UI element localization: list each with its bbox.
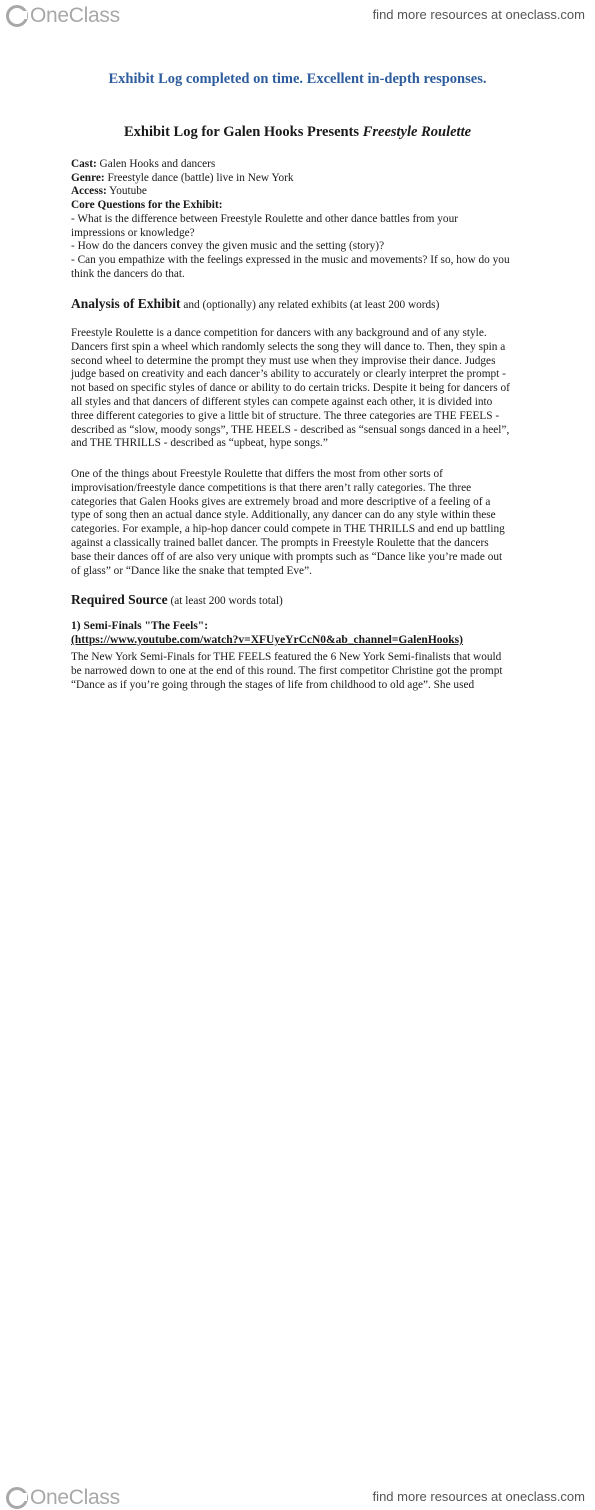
title-italic: Freestyle Roulette [362, 124, 472, 140]
para1-line: Freestyle Roulette is a dance competition for dancers with any background and of any style. [71, 327, 487, 339]
para2-line: type of song then an actual dance style. Additionally, any dancer can do any style within these [71, 509, 496, 522]
para1-line: judge based on creativity and each dancer’s ability to accurately or clearly interpret the prompt - [71, 368, 506, 381]
oneclass-logo[interactable] [6, 4, 120, 28]
source-note: (at least 200 words total) [167, 595, 283, 607]
questions-label: Core Questions for the Exhibit: [71, 199, 223, 212]
question-line: impressions or knowledge? [71, 226, 195, 239]
para1-line: three different categories to give a little bit of structure. The three categories are THE FEELS - [71, 409, 500, 422]
question-line: - How do the dancers convey the given music and the setting (story)? [71, 240, 385, 253]
question-line: - Can you empathize with the feelings expressed in the music and movements? If so, how do you [71, 253, 510, 266]
para3-line: “Dance as if you’re going through the stages of life from childhood to old age”. She used [71, 678, 475, 691]
document-title [0, 124, 595, 141]
feedback-line: Exhibit Log completed on time. Excellent in-depth responses. [108, 71, 487, 87]
paragraph-2 [71, 468, 531, 578]
analysis-heading [71, 296, 439, 312]
para1-line: not based on specific styles of dance or ability to do certain tricks. Despite it being for dancers of [71, 382, 510, 395]
para2-line: base their dances off of are also very unique with prompts such as “Dance like you’re made out [71, 550, 503, 563]
header-tagline-link[interactable]: find more resources at oneclass.com [372, 7, 585, 22]
title-prefix: Exhibit Log for Galen Hooks Presents [123, 124, 363, 140]
para2-line: categories that Galen Hooks gives are extremely broad and more descriptive of a feeling of a [71, 495, 491, 508]
footer-tagline-link[interactable]: find more resources at oneclass.com [372, 1489, 585, 1504]
para1-line: second wheel to determine the prompt they must use when they improvise their dance. Judges [71, 354, 496, 367]
para3-line: be narrowed down to one at the end of this round. The first competitor Christine got the prompt [71, 664, 503, 677]
source-heading [71, 592, 283, 608]
meta-cast [71, 158, 531, 172]
paragraph-1 [71, 327, 531, 451]
para1-line: all styles and that dancers of different styles can compete against each other, it is divided into [71, 395, 493, 408]
meta-access [71, 185, 531, 199]
question-line: think the dancers do that. [71, 267, 185, 280]
cast-label: Cast: [71, 158, 97, 170]
meta-genre [71, 172, 531, 186]
oneclass-footer-logo[interactable] [6, 1486, 120, 1510]
para2-line: of glass” or “Dance like the snake that tempted Eve”. [71, 564, 312, 577]
logo-text: OneClass [30, 4, 120, 27]
para1-line: and THE THRILLS - described as “upbeat, hype songs.” [71, 437, 328, 450]
para3-line: The New York Semi-Finals for THE FEELS featured the 6 New York Semi-finalists that would [71, 651, 502, 663]
analysis-heading-text: Analysis of Exhibit [71, 296, 181, 311]
para2-line: One of the things about Freestyle Roulette that differs the most from other sorts of [71, 468, 443, 480]
semi-finals-block [71, 619, 463, 647]
para2-line: categories. For example, a hip-hop dancer could compete in THE THRILLS and end up battling [71, 523, 505, 536]
logo-o-icon [6, 5, 28, 27]
para2-line: against a classically trained ballet dancer. The prompts in Freestyle Roulette that the dancers [71, 536, 489, 549]
para2-line: improvisation/freestyle dance competitions is that there aren’t rally categories. The three [71, 481, 472, 494]
access-value: Youtube [106, 185, 147, 198]
source-heading-text: Required Source [71, 592, 168, 607]
semi-finals-link[interactable]: (https://www.youtube.com/watch?v=XFUyeYrCcN0&ab_channel=GalenHooks) [71, 634, 463, 646]
paragraph-3 [71, 651, 531, 692]
semi-finals-title: 1) Semi-Finals "The Feels": [71, 620, 209, 632]
question-line: - What is the difference between Freestyle Roulette and other dance battles from your [71, 212, 458, 225]
para1-line: described as “slow, moody songs”, THE HEELS - described as “sensual songs danced in a heel”, [71, 423, 510, 436]
genre-label: Genre: [71, 171, 105, 184]
analysis-note: and (optionally) any related exhibits (at least 200 words) [180, 299, 440, 311]
questions-heading [71, 199, 531, 213]
access-label: Access: [71, 185, 107, 198]
genre-value: Freestyle dance (battle) live in New York [104, 171, 294, 184]
para1-line: Dancers first spin a wheel which randomly selects the song they will dance to. Then, they spin a [71, 340, 506, 353]
cast-value: Galen Hooks and dancers [96, 158, 216, 170]
header-bar [0, 0, 595, 34]
logo-o-icon [6, 1487, 28, 1509]
footer-bar [0, 739, 595, 1509]
footer-logo-text: OneClass [30, 1486, 120, 1509]
meta-block [71, 158, 531, 281]
